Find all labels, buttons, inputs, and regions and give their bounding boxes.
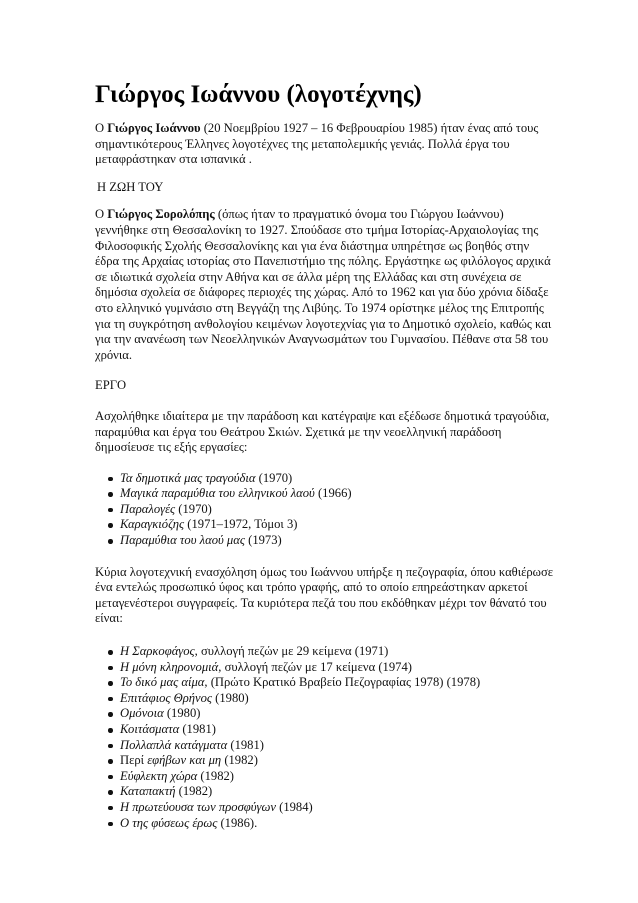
list-item: [95, 644, 555, 660]
life-text: (όπως ήταν το πραγματικό όνομα του Γιώργου Ιωάννου) γεννήθηκε στη Θεσσαλονίκη το 1927. Σπούδασε στο τμήμα Ιστορίας-Αρχαιολογίας της Φιλοσοφικής Σχολής Θεσσαλονίκης και για ένα διάστημα υπηρέτησε ως βοηθός στην έδρα της Αρχαίας ιστορίας στο Πανεπιστήμιο της πόλης. Εργάστηκε ως φιλόλογος αρχικά σε ιδιωτικά σχολεία στην Αθήνα και σε άλλα μέρη της Ελλάδας και στη συνέχεια σε δημόσια σχολεία σε διάφορες περιοχές της χώρας. Από το 1962 και για δύο χρόνια δίδαξε στο ελληνικό γυμνάσιο στη Βεγγάζη της Λιβύης. Το 1974 ορίστηκε μέλος της Επιτροπής για τη συγκρότηση ανθολογίου κειμένων λογοτεχνίας για το Δημοτικό σχολείο, καθώς και για την ανανέωση των Νεοελληνικών Αναγνωσμάτων του Γυμνασίου. Πέθανε στα 58 του χρόνια.: [95, 207, 552, 362]
work-detail: (1982): [175, 784, 213, 799]
work-title: Τα δημοτικά μας τραγούδια: [120, 470, 256, 485]
folk-works-list: [95, 471, 555, 549]
list-item: [95, 660, 555, 676]
work-title: Ο της φύσεως έρως: [120, 815, 218, 830]
list-item: [95, 502, 555, 518]
prose-works-list: [95, 644, 555, 831]
list-item: [95, 533, 555, 549]
work-detail: , συλλογή πεζών με 17 κείμενα (1974): [218, 659, 412, 674]
list-item: [95, 722, 555, 738]
work-intro-paragraph: Ασχολήθηκε ιδιαίτερα με την παράδοση και κατέγραψε και εξέδωσε δημοτικά τραγούδια, παραμύθια και έργα του Θεάτρου Σκιών. Σχετικά με την νεοελληνική παράδοση δημοσίευσε τις εξής εργασίες:: [95, 408, 550, 455]
work-title: Καραγκιόζης: [120, 517, 185, 532]
list-item: [95, 486, 555, 502]
list-item: [95, 517, 555, 533]
list-item: [95, 800, 555, 816]
list-item: [95, 691, 555, 707]
work-prefix: Περί: [120, 753, 148, 768]
work-detail: (1980): [163, 706, 201, 721]
work-title: Καταπακτή: [120, 784, 176, 799]
work-title: Πολλαπλά κατάγματα: [120, 737, 228, 752]
list-item: [95, 784, 555, 800]
work-title: Κοιτάσματα: [120, 722, 180, 736]
section-heading-life: Η ΖΩΗ ΤΟΥ: [97, 179, 164, 194]
work-detail: (1971–1972, Τόμοι 3): [184, 517, 298, 532]
work-detail: (1982): [197, 768, 234, 783]
work-title: Η Σαρκοφάγος: [120, 644, 195, 659]
work-title: Εύφλεκτη χώρα: [120, 768, 198, 783]
work-detail: (1981): [179, 722, 216, 736]
work-detail: (1980): [212, 690, 249, 705]
work-title: Η πρωτεύουσα των προσφύγων: [120, 799, 276, 814]
work-title: Παραμύθια του λαού μας: [120, 533, 245, 548]
list-item: [95, 706, 555, 722]
list-item: [95, 471, 555, 487]
list-item: [95, 675, 555, 691]
work-title: Μαγικά παραμύθια του ελληνικού λαού: [120, 486, 315, 501]
prose-intro-paragraph: Κύρια λογοτεχνική ενασχόληση όμως του Ιωάννου υπήρξε η πεζογραφία, όπου καθιέρωσε ένα εντελώς προσωπικό ύφος και τρόπο γραφής, από το οποίο επηρεάστηκαν αρκετοί μεταγενέστεροι συγγραφείς. Τα κυριότερα πεζά του που εκδόθηκαν μέχρι τον θάνατό του είναι:: [95, 564, 554, 626]
work-title: Παραλογές: [120, 501, 176, 516]
work-detail: (1986).: [217, 815, 258, 830]
work-detail: (1966): [314, 486, 352, 501]
work-detail: (1973): [244, 533, 282, 548]
document-page: [95, 80, 555, 831]
work-detail: (1981): [227, 737, 264, 752]
intro-paragraph: [95, 121, 555, 168]
work-title: Η μόνη κληρονομιά: [120, 659, 219, 674]
page-title: Γιώργος Ιωάννου (λογοτέχνης): [95, 81, 422, 108]
intro-text: (20 Νοεμβρίου 1927 – 16 Φεβρουαρίου 1985) ήταν ένας από τους σημαντικότερους Έλληνες λογοτέχνες της μεταπολεμικής γενιάς. Πολλά έργα του μεταφράστηκαν στα ισπανικά .: [95, 121, 539, 167]
work-detail: (1970): [255, 470, 293, 485]
life-paragraph: [95, 207, 555, 363]
list-item: [95, 753, 555, 769]
list-item: [95, 816, 555, 832]
intro-name: Γιώργος Ιωάννου: [107, 121, 201, 135]
work-detail: (1982): [221, 753, 258, 768]
section-heading-work: ΕΡΓΟ: [95, 378, 127, 393]
work-title: Ομόνοια: [120, 706, 164, 721]
work-detail: (1984): [275, 799, 313, 814]
work-detail: , συλλογή πεζών με 29 κείμενα (1971): [194, 644, 389, 659]
life-name: Γιώργος Σορολόπης: [107, 207, 215, 222]
work-title: Επιτάφιος Θρήνος: [120, 690, 213, 705]
intro-prefix: Ο: [95, 121, 108, 135]
list-item: [95, 769, 555, 785]
work-detail: , (Πρώτο Κρατικό Βραβείο Πεζογραφίας 1978) (1978): [204, 675, 481, 690]
work-title: Το δικό μας αίμα: [120, 675, 205, 690]
life-prefix: Ο: [95, 207, 108, 222]
work-title: εφήβων και μη: [147, 753, 222, 768]
work-detail: (1970): [175, 501, 212, 516]
list-item: [95, 738, 555, 754]
